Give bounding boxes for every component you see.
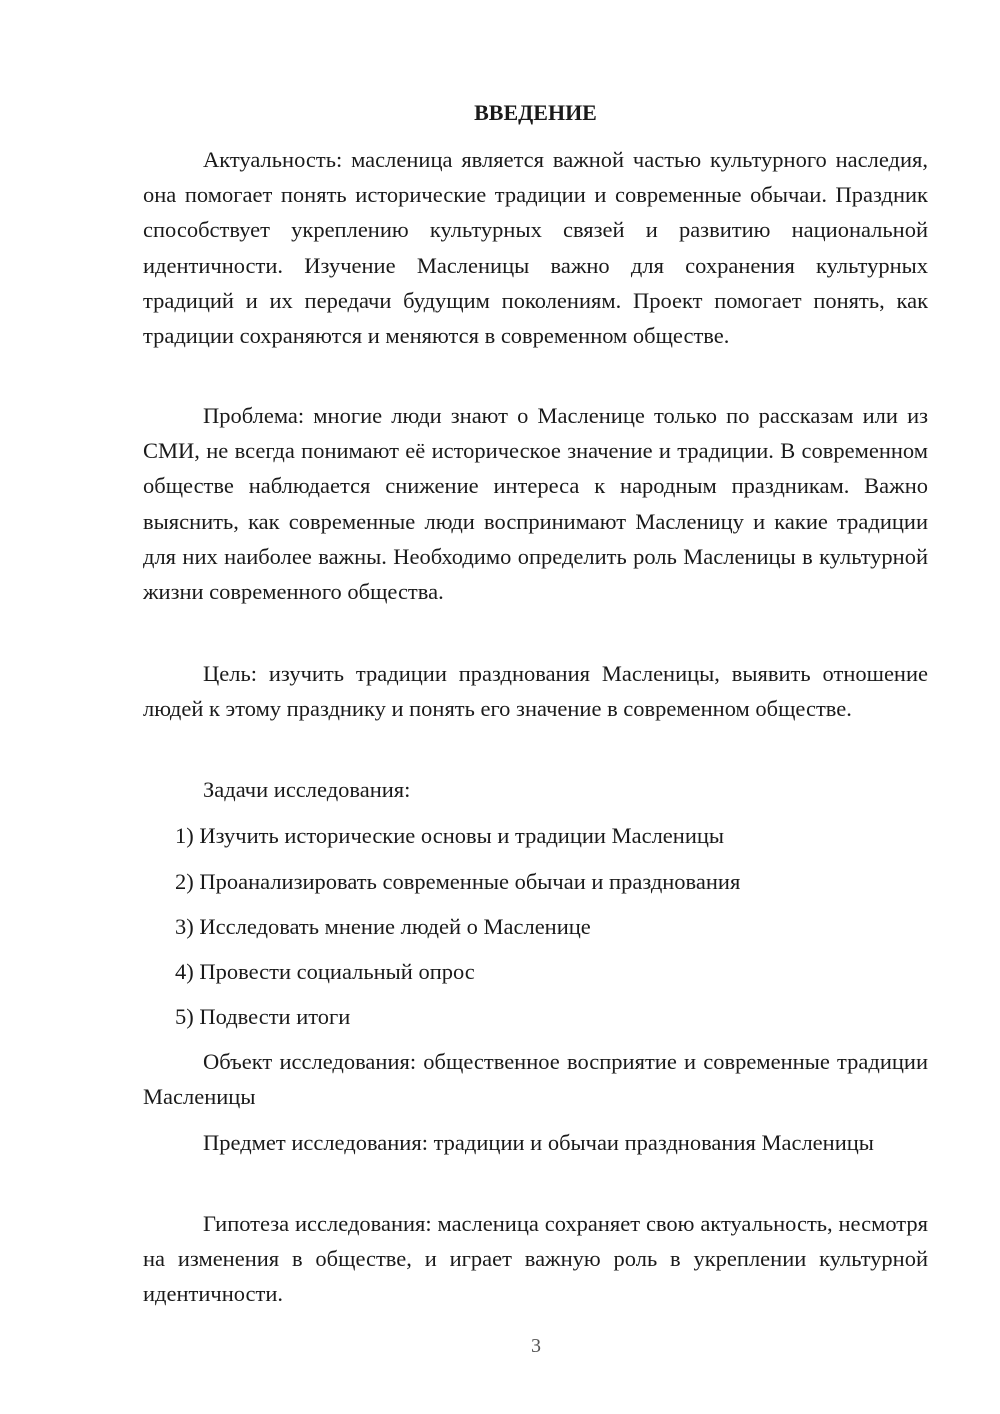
goal-paragraph: Цель: изучить традиции празднования Масленицы, выявить отношение людей к этому празднику и понять его значение в современном обществе. (143, 661, 928, 722)
task-item: 1) Изучить исторические основы и традиции Масленицы (175, 823, 725, 848)
hypothesis-paragraph: Гипотеза исследования: масленица сохраняет свою актуальность, несмотря на изменения в обществе, и играет важную роль в укреплении культурной идентичности. (143, 1211, 928, 1307)
task-item: 4) Провести социальный опрос (175, 959, 475, 984)
page-number: 3 (531, 1335, 541, 1357)
problem-paragraph: Проблема: многие люди знают о Масленице только по рассказам или из СМИ, не всегда понимают её историческое значение и традиции. В современном обществе наблюдается снижение интереса к народным праздникам. Важно выяснить, как современные люди воспринимают Масленицу и какие традиции для них наиболее важны. Необходимо определить роль Масленицы в культурной жизни современного общества. (143, 403, 928, 605)
task-item: 5) Подвести итоги (175, 1004, 351, 1029)
subject-paragraph: Предмет исследования: традиции и обычаи празднования Масленицы (203, 1130, 874, 1155)
task-item: 3) Исследовать мнение людей о Масленице (175, 914, 591, 939)
object-paragraph: Объект исследования: общественное восприятие и современные традиции Масленицы (143, 1049, 928, 1110)
task-item: 2) Проанализировать современные обычаи и празднования (175, 869, 741, 894)
page-title: ВВЕДЕНИЕ (474, 100, 597, 125)
tasks-heading: Задачи исследования: (203, 777, 411, 802)
relevance-paragraph: Актуальность: масленица является важной частью культурного наследия, она помогает понять исторические традиции и современные обычаи. Праздник способствует укреплению культурных связей и развитию национальной идентичности. Изучение Масленицы важно для сохранения культурных традиций и их передачи будущим поколениям. Проект помогает понять, как традиции сохраняются и меняются в современном обществе. (143, 147, 928, 349)
